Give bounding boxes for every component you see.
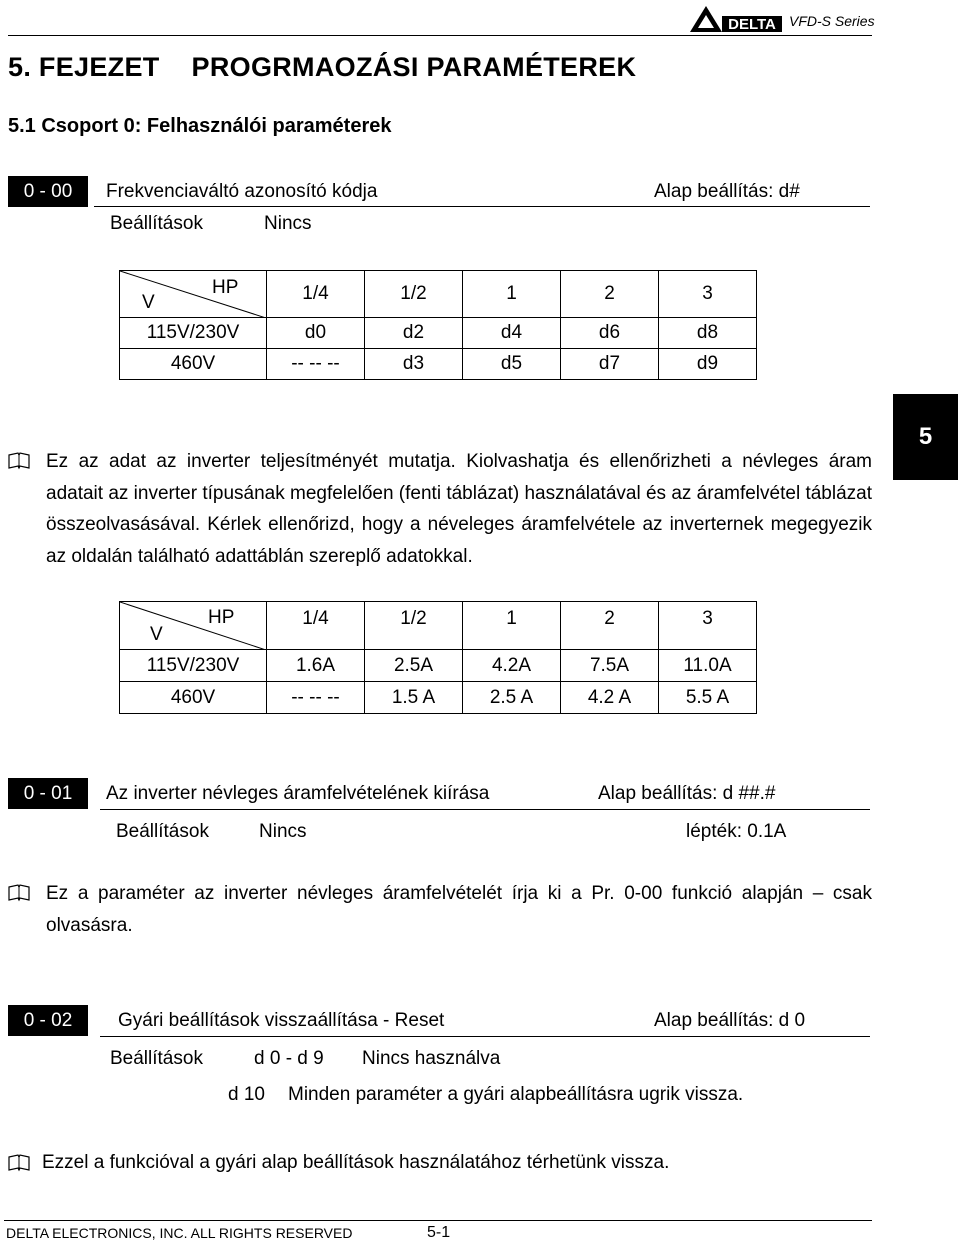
table-cell: 1.6A bbox=[267, 650, 365, 682]
book-icon bbox=[8, 1154, 30, 1172]
delta-logo bbox=[688, 2, 784, 34]
param-name: Az inverter névleges áramfelvételének kiírása bbox=[106, 783, 490, 804]
book-icon bbox=[8, 452, 30, 470]
note-paragraph-2: Ez a paraméter az inverter névleges áramfelvételét írja ki a Pr. 0-00 funkció alapján – csak olvasásra. bbox=[46, 883, 872, 936]
voltage-cell: 115V/230V bbox=[120, 318, 267, 349]
table-cell: 1.5 A bbox=[365, 682, 463, 714]
brand-text: DELTA bbox=[728, 16, 776, 33]
table-cell: 4.2A bbox=[463, 650, 561, 682]
table-cell: -- -- -- bbox=[267, 349, 365, 380]
table-header-cell: 3 bbox=[659, 271, 757, 318]
chapter-side-tab: 5 bbox=[893, 394, 958, 480]
series-label: VFD-S Series bbox=[789, 13, 875, 29]
table-header-cell: 3 bbox=[659, 602, 757, 650]
table-corner-cell bbox=[120, 271, 267, 318]
section-title: 5.1 Csoport 0: Felhasználói paraméterek bbox=[8, 115, 392, 137]
table-cell: 4.2 A bbox=[561, 682, 659, 714]
table-cell: d6 bbox=[561, 318, 659, 349]
table-header-cell: 1/4 bbox=[267, 271, 365, 318]
option-code: d 10 bbox=[228, 1084, 265, 1105]
table-header-cell: 1 bbox=[463, 602, 561, 650]
settings-value: Nincs bbox=[264, 213, 312, 234]
table-cell: d5 bbox=[463, 349, 561, 380]
param-default: Alap beállítás: d# bbox=[654, 181, 800, 202]
settings-label: Beállítások bbox=[110, 213, 203, 234]
chapter-number: 5. FEJEZET bbox=[8, 52, 160, 82]
table-cell: 7.5A bbox=[561, 650, 659, 682]
table-cell: d2 bbox=[365, 318, 463, 349]
table-corner-cell bbox=[120, 602, 267, 650]
option-desc: Minden paraméter a gyári alapbeállításra ugrik vissza. bbox=[288, 1084, 744, 1105]
table-header-cell: 2 bbox=[561, 602, 659, 650]
corner-hp: HP bbox=[212, 277, 239, 298]
header-rule bbox=[8, 35, 872, 36]
table-row bbox=[120, 318, 757, 349]
note-paragraph-3: Ezzel a funkcióval a gyári alap beállítások használatához térhetünk vissza. bbox=[42, 1152, 670, 1173]
param-code-0-01: 0 - 01 bbox=[8, 778, 88, 809]
option-code: d 0 - d 9 bbox=[254, 1048, 324, 1069]
corner-v: V bbox=[150, 624, 163, 645]
settings-label: Beállítások bbox=[116, 821, 209, 842]
table-header-cell: 1 bbox=[463, 271, 561, 318]
table-cell: 5.5 A bbox=[659, 682, 757, 714]
rated-current-table bbox=[119, 601, 757, 714]
param-rule bbox=[100, 1036, 870, 1037]
book-icon bbox=[8, 884, 30, 902]
table-header-cell: 1/2 bbox=[365, 602, 463, 650]
table-cell: -- -- -- bbox=[267, 682, 365, 714]
corner-v: V bbox=[142, 292, 155, 313]
param-rule bbox=[100, 809, 870, 810]
table-header-cell: 1/4 bbox=[267, 602, 365, 650]
footer-rule bbox=[4, 1220, 872, 1221]
diagonal-line bbox=[120, 602, 266, 650]
table-cell: d0 bbox=[267, 318, 365, 349]
page-number: 5-1 bbox=[427, 1224, 451, 1241]
table-cell: d9 bbox=[659, 349, 757, 380]
voltage-cell: 460V bbox=[120, 682, 267, 714]
param-default: Alap beállítás: d ##.# bbox=[598, 783, 776, 804]
option-desc: Nincs használva bbox=[362, 1048, 501, 1069]
chapter-title: PROGRMAOZÁSI PARAMÉTEREK bbox=[191, 52, 637, 82]
param-code-0-02: 0 - 02 bbox=[8, 1005, 88, 1036]
voltage-cell: 460V bbox=[120, 349, 267, 380]
settings-value: Nincs bbox=[259, 821, 307, 842]
table-row bbox=[120, 682, 757, 714]
param-code-0-00: 0 - 00 bbox=[8, 176, 88, 207]
chapter-heading bbox=[8, 52, 636, 83]
hp-code-table bbox=[119, 270, 757, 380]
delta-triangle-icon bbox=[688, 2, 784, 34]
footer-copyright: DELTA ELECTRONICS, INC. ALL RIGHTS RESERVED bbox=[6, 1225, 353, 1241]
table-cell: d4 bbox=[463, 318, 561, 349]
table-row bbox=[120, 349, 757, 380]
table-row bbox=[120, 650, 757, 682]
param-step: lépték: 0.1A bbox=[686, 821, 787, 842]
table-header-cell: 1/2 bbox=[365, 271, 463, 318]
note-paragraph-1: Ez az adat az inverter teljesítményét mutatja. Kiolvashatja és ellenőrizheti a névleges áram adatait az inverter típusának megfelelően (fenti táblázat) használatával és az áramfelvétel táblázat összeolvasásával. Kérlek ellenőrizd, hogy a néveleges áramfelvétele az inverternek megegyezik az oldalán található adattáblán szereplő adatokkal. bbox=[46, 451, 872, 567]
corner-hp: HP bbox=[208, 607, 235, 628]
table-cell: d3 bbox=[365, 349, 463, 380]
param-rule bbox=[94, 206, 870, 207]
param-default: Alap beállítás: d 0 bbox=[654, 1010, 806, 1031]
table-cell: 11.0A bbox=[659, 650, 757, 682]
table-cell: 2.5 A bbox=[463, 682, 561, 714]
param-name: Gyári beállítások visszaállítása - Reset bbox=[118, 1010, 445, 1031]
param-name: Frekvenciaváltó azonosító kódja bbox=[106, 181, 378, 202]
table-cell: d7 bbox=[561, 349, 659, 380]
table-cell: 2.5A bbox=[365, 650, 463, 682]
table-header-cell: 2 bbox=[561, 271, 659, 318]
table-cell: d8 bbox=[659, 318, 757, 349]
voltage-cell: 115V/230V bbox=[120, 650, 267, 682]
settings-label: Beállítások bbox=[110, 1048, 203, 1069]
